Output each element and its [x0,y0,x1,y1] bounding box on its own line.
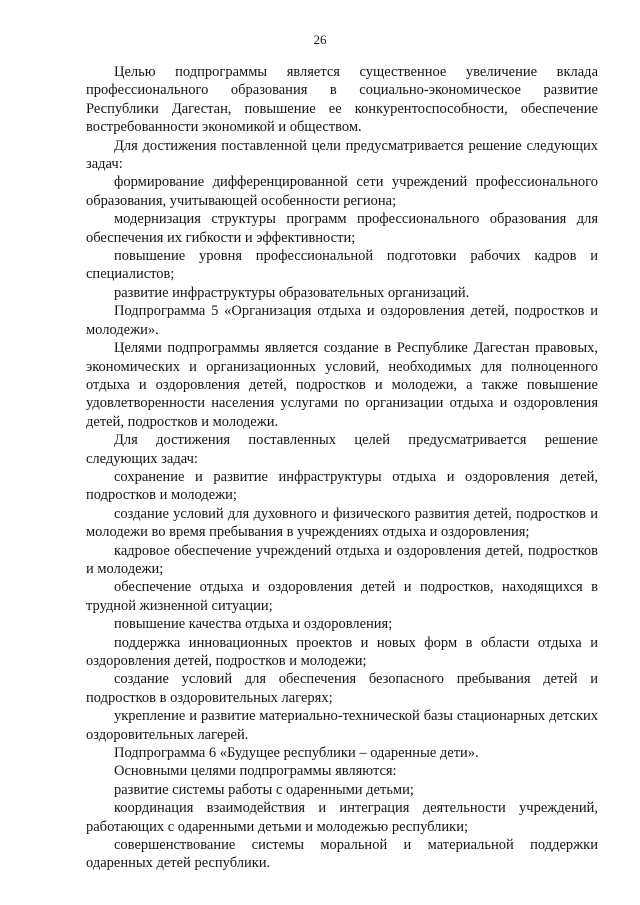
paragraph-goal: Целью подпрограммы является существенное увеличение вклада профессионального образования в социально-экономическое развитие Республики Дагестан, повышение ее конкурентоспособности, обеспечение востребованности экономикой и обществом. [86,64,598,136]
list-item: координация взаимодействия и интеграция деятельности учреждений, работающих с одаренными детьми и молодежью республики; [86,800,598,835]
paragraph-goals-intro: Основными целями подпрограммы являются: [114,763,397,780]
list-item: кадровое обеспечение учреждений отдыха и оздоровления детей, подростков и молодежи; [86,542,598,577]
document-body [86,63,598,873]
list-item: создание условий для духовного и физического развития детей, подростков и молодежи во время пребывания в учреждениях отдыха и оздоровления; [86,505,598,541]
paragraph-tasks-intro: Для достижения поставленных целей предусматривается решение следующих задач: [86,432,598,467]
page-number: 26 [313,32,327,47]
list-item: повышение уровня профессиональной подготовки рабочих кадров и специалистов; [86,248,598,283]
list-item: повышение качества отдыха и оздоровления; [114,616,393,633]
list-item: модернизация структуры программ профессионального образования для обеспечения их гибкости и эффективности; [86,211,598,246]
list-item: обеспечение отдыха и оздоровления детей и подростков, находящихся в трудной жизненной ситуации; [86,579,598,614]
list-item: создание условий для обеспечения безопасного пребывания детей и подростков в оздоровительных лагерях; [86,671,598,706]
list-item: совершенствование системы моральной и материальной поддержки одаренных детей республики. [86,837,598,872]
list-item: формирование дифференцированной сети учреждений профессионального образования, учитывающей особенности региона; [86,174,598,209]
list-item: укрепление и развитие материально-технической базы стационарных детских оздоровительных лагерей. [86,708,598,743]
list-item: поддержка инновационных проектов и новых форм в области отдыха и оздоровления детей, подростков и молодежи; [86,634,598,669]
subprogram-6-heading: Подпрограмма 6 «Будущее республики – одаренные дети». [114,745,479,762]
paragraph-subprogram-5-goals: Целями подпрограммы является создание в Республике Дагестан правовых, экономических и организационных условий, необходимых для полноценного отдыха и оздоровления детей, подростков и молодежи, а также повышение удовлетворенности населения услугами по организации отдыха и оздоровления детей, подростков и молодежи. [86,340,598,430]
list-item: сохранение и развитие инфраструктуры отдыха и оздоровления детей, подростков и молодежи; [86,468,598,504]
list-item: развитие инфраструктуры образовательных организаций. [114,284,470,301]
paragraph-tasks-intro: Для достижения поставленной цели предусматривается решение следующих задач: [86,137,598,173]
list-item: развитие системы работы с одаренными детьми; [114,781,414,798]
subprogram-5-heading: Подпрограмма 5 «Организация отдыха и оздоровления детей, подростков и молодежи». [86,303,598,338]
